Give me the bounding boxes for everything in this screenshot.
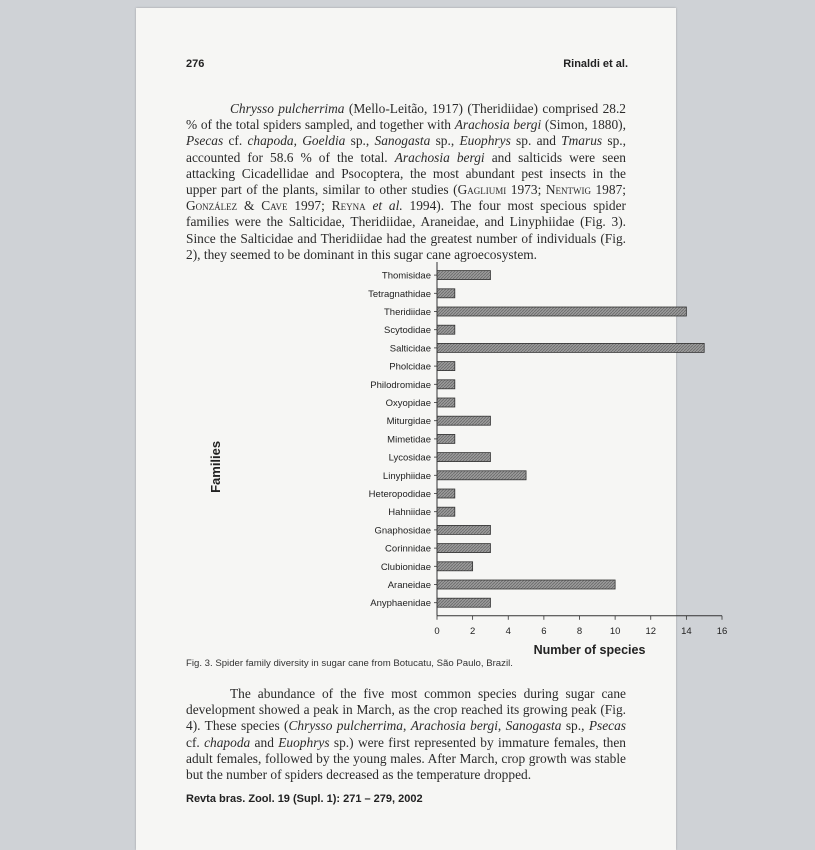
text-run: Tmarus <box>561 133 603 149</box>
text-run: sp., accounted for 58.6 % of the total. <box>186 133 626 165</box>
bar-miturgidae <box>437 416 490 425</box>
text-run: chapoda <box>247 133 294 149</box>
text-run: sp.) were first represented by immature females, then adult females, followed by the young males. After March, crop growth was stable but the number of spiders decreased as the temperature dropped. <box>186 734 626 783</box>
y-tick-label: Gnaphosidae <box>374 525 431 537</box>
y-tick-label: Clubionidae <box>380 561 431 573</box>
text-run: Chrysso pulcherrima <box>288 718 403 734</box>
text-run: Sanogasta <box>374 133 431 149</box>
text-run: González <box>186 198 238 214</box>
text-run: , <box>293 133 303 149</box>
bar-thomisidae <box>437 271 490 280</box>
bar-oxyopidae <box>437 398 455 407</box>
page-number: 276 <box>186 58 205 70</box>
y-tick-label: Mimetidae <box>387 434 431 446</box>
bar-gnaphosidae <box>437 525 490 534</box>
paragraph-species-composition <box>186 101 626 263</box>
bar-pholcidae <box>437 362 455 371</box>
x-tick-label: 0 <box>434 625 440 637</box>
running-authors: Rinaldi et al. <box>563 58 628 70</box>
text-run: and salticids were seen attacking Cicadellidae and Psocoptera, the most abundant pest insects in the upper part of the plants, similar to other studies ( <box>186 149 627 198</box>
text-run: Nentwig <box>545 182 591 198</box>
bar-mimetidae <box>437 434 455 443</box>
family-diversity-chart <box>192 258 728 657</box>
text-run: 1997; <box>287 198 332 214</box>
text-run: Reyna <box>331 198 366 214</box>
text-run: Sanogasta <box>505 718 562 734</box>
bar-corinnidae <box>437 544 490 553</box>
text-run: sp., <box>430 133 460 149</box>
y-tick-label: Tetragnathidae <box>368 288 431 300</box>
text-run: , <box>402 718 411 734</box>
y-tick-label: Linyphiidae <box>382 470 431 482</box>
text-run: (Simon, 1880), <box>541 117 626 133</box>
text-run: sp., <box>561 718 589 734</box>
y-tick-label: Thomisidae <box>381 270 431 282</box>
x-tick-label: 4 <box>505 625 511 637</box>
bar-scytodidae <box>437 325 455 334</box>
bar-linyphiidae <box>437 471 526 480</box>
y-tick-label: Pholcidae <box>389 361 431 373</box>
text-run: cf. <box>223 133 248 149</box>
y-tick-label: Heteropodidae <box>368 489 431 500</box>
text-run: Psecas <box>186 133 224 149</box>
text-run: cf. <box>186 734 205 750</box>
journal-page <box>136 8 728 850</box>
bar-anyphaenidae <box>437 598 490 607</box>
x-tick-label: 12 <box>645 625 657 637</box>
text-run: et al. <box>372 198 403 214</box>
text-run: Arachosia bergi <box>394 149 485 165</box>
bar-theridiidae <box>437 307 686 316</box>
text-run: 1994). The four most specious spider families were the Salticidae, Theridiidae, Araneidae, and Linyphiidae (Fig. 3). Since the Salticidae and Theridiidae had the greatest number of individuals (Fig. 2), they seemed to be dominant in this sugar cane agroecosystem. <box>186 198 626 262</box>
text-run: The abundance of the five most common species during sugar cane development showed a peak in March, as the crop reached its growing peak (Fig. 4). These species ( <box>186 686 626 734</box>
bar-hahniidae <box>437 507 455 516</box>
bar-araneidae <box>437 580 615 589</box>
text-run: Chrysso pulcherrima <box>230 101 345 116</box>
y-tick-label: Hahniidae <box>388 507 431 519</box>
y-tick-label: Theridiidae <box>384 307 431 318</box>
text-run: (Mello-Leitão, 1917) (Theridiidae) comprised 28.2 % of the total spiders sampled, and together with <box>186 101 627 133</box>
y-tick-label: Araneidae <box>387 580 431 591</box>
y-tick-label: Salticidae <box>389 343 431 355</box>
y-tick-label: Lycosidae <box>388 452 431 464</box>
text-run: 1987; <box>590 182 626 198</box>
x-tick-label: 10 <box>609 625 621 637</box>
text-run: and <box>250 734 279 750</box>
journal-citation: Revta bras. Zool. 19 (Supl. 1): 271 – 279, 2002 <box>186 793 423 805</box>
text-run: chapoda <box>204 734 251 750</box>
text-run: , <box>497 718 506 734</box>
text-run: Arachosia bergi <box>410 718 498 734</box>
text-run: Euophrys <box>278 734 330 750</box>
text-run: Euophrys <box>459 133 511 149</box>
bar-salticidae <box>437 343 704 352</box>
bar-heteropodidae <box>437 489 455 498</box>
text-run: Goeldia <box>302 133 346 149</box>
y-tick-label: Scytodidae <box>383 325 431 337</box>
y-tick-label: Oxyopidae <box>385 398 431 409</box>
y-tick-label: Miturgidae <box>386 416 431 428</box>
y-tick-label: Anyphaenidae <box>370 598 431 610</box>
x-tick-label: 2 <box>469 625 476 637</box>
text-run: Gagliumi <box>457 182 507 198</box>
text-run: & <box>237 198 262 214</box>
bar-lycosidae <box>437 453 490 462</box>
text-run: sp., <box>345 133 375 149</box>
x-tick-label: 8 <box>576 625 583 637</box>
text-run: 1973; <box>506 182 546 198</box>
text-run: Cave <box>261 198 288 214</box>
text-run: Psecas <box>588 718 627 734</box>
text-run: sp. and <box>510 133 562 149</box>
x-tick-label: 16 <box>716 625 728 637</box>
y-tick-label: Philodromidae <box>370 379 431 391</box>
x-tick-label: 14 <box>681 625 692 637</box>
figure-caption: Fig. 3. Spider family diversity in sugar cane from Botucatu, São Paulo, Brazil. <box>186 658 513 669</box>
y-tick-label: Corinnidae <box>385 543 431 555</box>
text-run: Arachosia bergi <box>454 117 542 133</box>
bar-clubionidae <box>437 562 473 571</box>
bar-philodromidae <box>437 380 455 389</box>
x-axis-title: Number of species <box>533 642 646 657</box>
x-tick-label: 6 <box>541 625 547 637</box>
paragraph-abundance <box>186 686 626 783</box>
bar-tetragnathidae <box>437 289 455 298</box>
y-axis-title: Families <box>208 440 223 493</box>
